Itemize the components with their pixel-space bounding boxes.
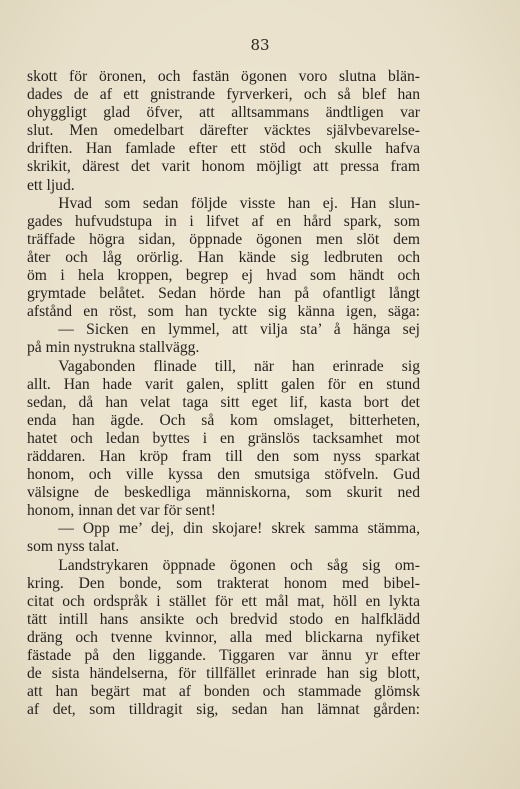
text-line: Landstrykaren öppnade ögonen och såg sig om- xyxy=(58,556,420,574)
text-line: kring. Den bonde, som trakterat honom med bibel- xyxy=(27,574,420,592)
text-line: dräng och tvenne kvinnor, alla med blickarna nyfiket xyxy=(27,628,420,646)
text-line: sedan, då han velat taga sitt eget lif, kasta bort det xyxy=(27,393,420,411)
text-line: skrikit, därest det varit honom möjligt att pressa fram xyxy=(27,158,420,176)
text-line: dades de af ett gnistrande fyrverkeri, och så blef han xyxy=(27,86,420,104)
text-line: grymtade belåtet. Sedan hörde han på ofantligt långt xyxy=(27,285,420,303)
text-line: som nyss talat. xyxy=(27,538,120,556)
text-line: — Opp me’ dej, din skojare! skrek samma stämma, xyxy=(58,520,420,538)
text-line: räddaren. Han kröp fram till den som nyss sparkat xyxy=(27,447,420,465)
text-line: tätt intill hans ansikte och bredvid stodo en halfklädd xyxy=(27,610,420,628)
text-line: ohyggligt glad öfver, att alltsammans ändtligen var xyxy=(27,104,420,122)
text-line: träffade högra sidan, öppnade ögonen men slöt dem xyxy=(27,230,420,248)
text-line: skott för öronen, och fastän ögonen voro slutna blän- xyxy=(27,68,420,85)
text-line: att han begärt mat af bonden och stammade glömsk xyxy=(27,683,420,701)
text-line: driften. Han famlade efter ett stöd och skulle hafva xyxy=(27,140,420,158)
text-line: allt. Han hade varit galen, splitt galen för en stund xyxy=(27,375,420,393)
text-line: öm i hela kroppen, begrep ej hvad som händt och xyxy=(27,267,420,285)
text-line: Vagabonden flinade till, när han erinrade sig xyxy=(58,357,420,375)
text-line: åter och låg orörlig. Han kände sig ledbruten och xyxy=(27,248,420,266)
text-line: honom, och ville kyssa den smutsiga stöfveln. Gud xyxy=(27,466,420,484)
text-line: af det, som tilldragit sig, sedan han lämnat gården: xyxy=(27,701,420,719)
text-line: fästade på den liggande. Tiggaren var ännu yr efter xyxy=(27,647,420,664)
text-line: citat och ordspråk i stället för ett mål mat, höll en lykta xyxy=(27,592,420,610)
text-line: afstånd en röst, som han tyckte sig känna igen, säga: xyxy=(27,303,420,321)
text-line: honom, innan det var för sent! xyxy=(27,502,216,520)
text-line: Hvad som sedan följde visste han ej. Han slun- xyxy=(58,194,420,212)
text-line: ett ljud. xyxy=(27,176,75,194)
text-line: slut. Men omedelbart därefter väcktes självbevarelse- xyxy=(27,122,420,140)
text-line: på min nystrukna stallvägg. xyxy=(27,339,200,357)
text-line: gades hufvudstupa in i lifvet af en hård spark, som xyxy=(27,212,420,230)
text-line: hatet och ledan byttes i en gränslös tacksamhet mot xyxy=(27,429,420,447)
text-line: enda han ägde. Och så kom omslaget, bitterheten, xyxy=(27,411,420,429)
body-text xyxy=(27,68,420,719)
text-line: välsigne de beskedliga människorna, som skurit ned xyxy=(27,484,420,502)
text-line: de sista händelserna, för tillfället erinrade han sig blott, xyxy=(27,665,420,683)
text-line: — Sicken en lymmel, att vilja sta’ å hänga sej xyxy=(58,321,420,339)
page-number: 83 xyxy=(250,36,270,54)
